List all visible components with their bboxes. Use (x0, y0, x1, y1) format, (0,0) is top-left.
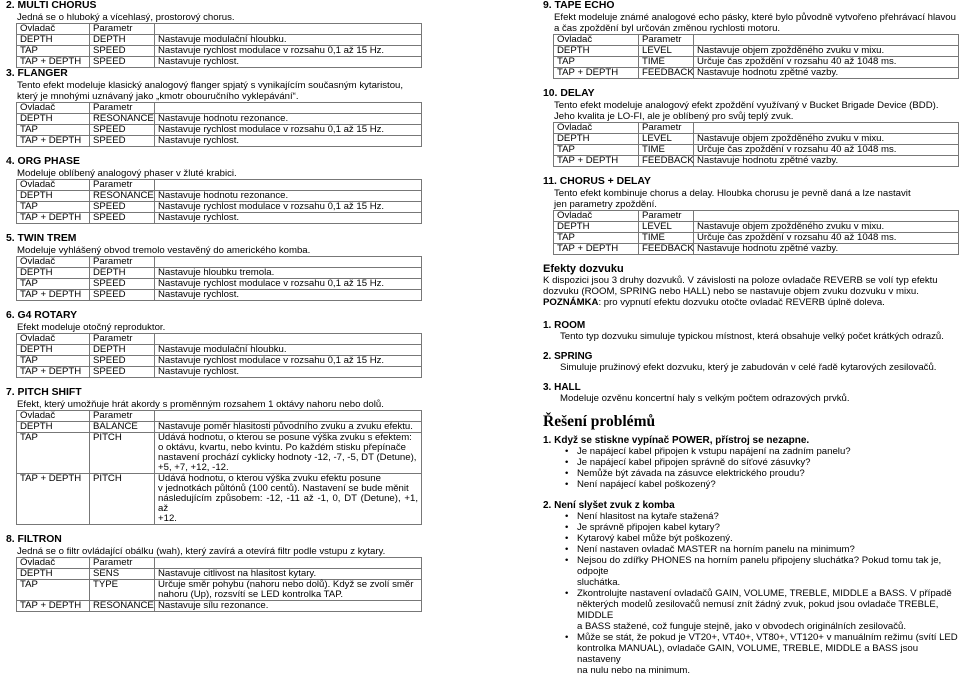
section-description (17, 80, 422, 102)
control-cell: Ovladač (554, 35, 639, 46)
function-cell: Určuje čas zpoždění v rozsahu 40 až 1048 ms. (694, 145, 959, 156)
reverb-type (543, 320, 960, 342)
function-cell: Nastavuje objem zpožděného zvuku v mixu. (694, 46, 959, 57)
function-cell: Nastavuje rychlost. (155, 57, 422, 68)
function-cell (694, 123, 959, 134)
control-cell: TAP (17, 202, 90, 213)
list-item (577, 522, 960, 533)
section-title: 6. G4 ROTARY (6, 310, 78, 321)
table-row (17, 114, 422, 125)
list-item-line: • Je napájecí kabel připojen k vstupu napájení na zadním panelu? (577, 446, 851, 457)
table-row (17, 601, 422, 612)
table-row (17, 125, 422, 136)
parameter-cell: SPEED (90, 202, 155, 213)
problem (543, 500, 960, 676)
section-org-phase (6, 156, 422, 224)
controls-table (553, 34, 959, 79)
controls-table (16, 333, 422, 378)
section-title: 11. CHORUS + DELAY (543, 176, 651, 187)
list-item-line: • Není hlasitost na kytaře stažená? (577, 511, 719, 522)
note-label: POZNÁMKA (543, 297, 599, 308)
parameter-cell: PITCH (90, 433, 155, 474)
problem-checklist (543, 511, 960, 676)
problem (543, 435, 960, 490)
function-cell: Nastavuje rychlost modulace v rozsahu 0,1 až 15 Hz. (155, 202, 422, 213)
table-row (17, 356, 422, 367)
table-row (17, 290, 422, 301)
table-row (554, 244, 959, 255)
list-item (577, 533, 960, 544)
section-g4-rotary (6, 310, 422, 378)
left-column (6, 0, 422, 612)
table-row (17, 367, 422, 378)
reverb-type (543, 351, 960, 373)
parameter-cell: Parametr (90, 558, 155, 569)
list-item-line: sluchátka. (577, 577, 621, 588)
control-cell: DEPTH (17, 35, 90, 46)
list-item (577, 479, 960, 490)
reverb-type-desc: Modeluje ozvěnu koncertní haly s velkým počtem odrazových prvků. (560, 393, 850, 404)
function-cell: Nastavuje rychlost modulace v rozsahu 0,1 až 15 Hz. (155, 279, 422, 290)
table-header-row (554, 211, 959, 222)
function-cell: Nastavuje hloubku tremola. (155, 268, 422, 279)
section-delay (543, 88, 960, 167)
description-line: a čas zpoždění byl určován změnou rychlosti motoru. (554, 23, 781, 34)
paragraph-line: dozvuku (ROOM, SPRING nebo HALL) nebo se nastavuje objem zvuku dozvuku v mixu. (543, 286, 919, 297)
list-item-line: • Kytarový kabel může být poškozený. (577, 533, 733, 544)
section-title: 2. MULTI CHORUS (6, 0, 97, 11)
function-cell: Nastavuje rychlost modulace v rozsahu 0,1 až 15 Hz. (155, 125, 422, 136)
problem-title: 1. Když se stiskne vypínač POWER, přístroj se nezapne. (543, 435, 810, 446)
function-cell: Nastavuje rychlost. (155, 213, 422, 224)
control-cell: DEPTH (17, 114, 90, 125)
control-cell: TAP + DEPTH (17, 474, 90, 525)
list-item-line: některých modelů zesilovačů nemusí znít žádný zvuk, pokud jsou ovladače TREBLE, MIDDLE (577, 599, 939, 621)
parameter-cell: FEEDBACK (639, 156, 694, 167)
section-tape-echo (543, 0, 960, 79)
section-title: 9. TAPE ECHO (543, 0, 615, 11)
section-description (554, 12, 960, 34)
table-row (554, 233, 959, 244)
table-row (554, 68, 959, 79)
control-cell: TAP (17, 46, 90, 57)
section-twin-trem (6, 233, 422, 301)
table-row (554, 145, 959, 156)
parameter-cell: RESONANCE (90, 191, 155, 202)
list-item (577, 446, 960, 457)
control-cell: DEPTH (17, 345, 90, 356)
description-line: Modeluje oblíbený analogový phaser v žluté krabici. (17, 168, 237, 179)
section-filtron (6, 534, 422, 612)
list-item-line: • Není napájecí kabel poškozený? (577, 479, 716, 490)
reverb-note (543, 297, 960, 308)
reverb-type-title: 1. ROOM (543, 320, 586, 331)
control-cell: DEPTH (17, 191, 90, 202)
parameter-cell: RESONANCE (90, 601, 155, 612)
control-cell: TAP (554, 233, 639, 244)
function-cell (155, 103, 422, 114)
description-line: Jedná se o filtr ovládající obálku (wah), který zavírá a otevírá filtr podle vstupu z kytary. (17, 546, 386, 557)
description-line: jen parametry zpoždění. (554, 199, 657, 210)
reverb-type (543, 382, 960, 404)
function-cell: Nastavuje hodnotu rezonance. (155, 114, 422, 125)
section-description (17, 168, 422, 179)
parameter-cell: SPEED (90, 290, 155, 301)
table-header-row (17, 411, 422, 422)
parameter-cell: RESONANCE (90, 114, 155, 125)
control-cell: Ovladač (17, 257, 90, 268)
table-row (17, 191, 422, 202)
table-row (17, 580, 422, 601)
table-row (17, 279, 422, 290)
troubleshooting (543, 413, 960, 676)
parameter-cell: DEPTH (90, 35, 155, 46)
description-line: Tento efekt modeluje analogový efekt zpoždění využívaný v Bucket Brigade Device (BDD). (554, 100, 939, 111)
parameter-cell: Parametr (90, 257, 155, 268)
function-cell (155, 558, 422, 569)
function-cell: Nastavuje sílu rezonance. (155, 601, 422, 612)
list-item-line: • Je správně připojen kabel kytary? (577, 522, 720, 533)
function-cell: Nastavuje rychlost. (155, 136, 422, 147)
parameter-cell: Parametr (639, 211, 694, 222)
controls-table (553, 210, 959, 255)
list-item (577, 588, 960, 632)
control-cell: Ovladač (17, 24, 90, 35)
function-cell: Nastavuje hodnotu zpětné vazby. (694, 244, 959, 255)
function-cell: Nastavuje rychlost. (155, 367, 422, 378)
list-item-line: na nulu nebo na minimum. (577, 665, 691, 676)
control-cell: TAP + DEPTH (17, 601, 90, 612)
parameter-cell: SPEED (90, 125, 155, 136)
reverb-heading: Efekty dozvuku (543, 263, 624, 275)
parameter-cell: SPEED (90, 279, 155, 290)
table-row (554, 46, 959, 57)
parameter-cell: Parametr (90, 24, 155, 35)
table-row (17, 136, 422, 147)
controls-table (16, 557, 422, 612)
section-description (17, 245, 422, 256)
controls-table (16, 179, 422, 224)
parameter-cell: LEVEL (639, 134, 694, 145)
control-cell: TAP (17, 356, 90, 367)
section-title: 3. FLANGER (6, 68, 68, 79)
table-row (17, 433, 422, 474)
control-cell: TAP + DEPTH (17, 136, 90, 147)
section-title: 8. FILTRON (6, 534, 62, 545)
description-line: který je mnohými uznávaný jako „kmotr obouručního vyklepávání“. (17, 91, 299, 102)
control-cell: Ovladač (17, 103, 90, 114)
control-cell: DEPTH (554, 46, 639, 57)
list-item-line: • Je napájecí kabel připojen správně do síťové zásuvky? (577, 457, 811, 468)
parameter-cell: SPEED (90, 367, 155, 378)
function-cell: Nastavuje rychlost modulace v rozsahu 0,1 až 15 Hz. (155, 356, 422, 367)
parameter-cell: LEVEL (639, 222, 694, 233)
reverb-type-title: 2. SPRING (543, 351, 593, 362)
function-cell (155, 334, 422, 345)
section-chorus-delay (543, 176, 960, 255)
section-multi-chorus (6, 0, 422, 68)
parameter-cell: SPEED (90, 356, 155, 367)
table-row (17, 422, 422, 433)
section-description (17, 12, 422, 23)
table-header-row (17, 334, 422, 345)
table-header-row (17, 24, 422, 35)
list-item-line: • Nejsou do zdířky PHONES na horním panelu připojeny sluchátka? Pokud tomu tak je, odpojte (577, 555, 942, 577)
section-description (17, 399, 422, 410)
function-cell: Udává hodnotu, o kterou výška zvuku efektu posune v jednotkách půltónů (100 centů). Nastavení se bude měnit následujícím způsobem: -12, -11 až -1, 0, DT (Detune), +1, až +12. (155, 474, 422, 525)
function-cell: Nastavuje objem zpožděného zvuku v mixu. (694, 222, 959, 233)
section-description (554, 188, 960, 210)
parameter-cell: TYPE (90, 580, 155, 601)
description-line: Efekt, který umožňuje hrát akordy s proměnným rozsahem 1 oktávy nahoru nebo dolů. (17, 399, 384, 410)
function-cell (155, 411, 422, 422)
list-item-line: • Není nastaven ovladač MASTER na horním panelu na minimum? (577, 544, 855, 555)
function-cell: Nastavuje hodnotu zpětné vazby. (694, 156, 959, 167)
note-text: : pro vypnutí efektu dozvuku otočte ovladač REVERB úplně doleva. (598, 297, 885, 308)
table-row (554, 57, 959, 68)
table-header-row (17, 558, 422, 569)
control-cell: Ovladač (17, 558, 90, 569)
list-item-line: kontrolka MANUAL), ovladače GAIN, VOLUME, TREBLE, MIDDLE a BASS jsou nastaveny (577, 643, 919, 665)
parameter-cell: PITCH (90, 474, 155, 525)
list-item (577, 632, 960, 676)
table-row (554, 222, 959, 233)
control-cell: Ovladač (554, 123, 639, 134)
control-cell: TAP (17, 433, 90, 474)
control-cell: TAP + DEPTH (554, 156, 639, 167)
problem-checklist (543, 446, 960, 490)
function-cell: Nastavuje rychlost. (155, 290, 422, 301)
parameter-cell: TIME (639, 233, 694, 244)
function-cell: Nastavuje hodnotu rezonance. (155, 191, 422, 202)
control-cell: TAP (17, 125, 90, 136)
control-cell: Ovladač (554, 211, 639, 222)
control-cell: DEPTH (17, 422, 90, 433)
table-row (17, 345, 422, 356)
table-row (17, 213, 422, 224)
control-cell: DEPTH (17, 268, 90, 279)
function-cell: Určuje směr pohybu (nahoru nebo dolů). Když se zvolí směr nahoru (Up), rozsvítí se LED kontrolka TAP. (155, 580, 422, 601)
function-cell: Nastavuje poměr hlasitosti původního zvuku a zvuku efektu. (155, 422, 422, 433)
parameter-cell: FEEDBACK (639, 244, 694, 255)
list-item-line: a BASS stažené, což funguje stejně, jako v obvodech originálních zesilovačů. (577, 621, 907, 632)
table-row (554, 134, 959, 145)
control-cell: TAP (554, 145, 639, 156)
paragraph-line: K dispozici jsou 3 druhy dozvuků. V závislosti na poloze ovladače REVERB se volí typ efektu (543, 275, 938, 286)
function-cell (155, 180, 422, 191)
list-item (577, 511, 960, 522)
section-description (17, 546, 422, 557)
section-title: 7. PITCH SHIFT (6, 387, 82, 398)
controls-table (553, 122, 959, 167)
parameter-cell: Parametr (639, 123, 694, 134)
control-cell: Ovladač (17, 334, 90, 345)
parameter-cell: BALANCE (90, 422, 155, 433)
function-cell (694, 35, 959, 46)
section-description (17, 322, 422, 333)
list-item (577, 555, 960, 588)
controls-table (16, 23, 422, 68)
reverb-effects (543, 264, 960, 404)
control-cell: Ovladač (17, 411, 90, 422)
control-cell: TAP (17, 580, 90, 601)
parameter-cell: TIME (639, 145, 694, 156)
parameter-cell: Parametr (90, 103, 155, 114)
parameter-cell: TIME (639, 57, 694, 68)
right-column (543, 0, 960, 676)
table-row (17, 474, 422, 525)
function-cell: Nastavuje modulační hloubku. (155, 345, 422, 356)
section-title: 4. ORG PHASE (6, 156, 80, 167)
function-cell (694, 211, 959, 222)
table-row (554, 156, 959, 167)
function-cell: Nastavuje objem zpožděného zvuku v mixu. (694, 134, 959, 145)
reverb-type-desc: Simuluje pružinový efekt dozvuku, který je zabudován v celé řadě kytarových zesilovačů. (560, 362, 937, 373)
table-header-row (17, 257, 422, 268)
section-title: 10. DELAY (543, 88, 595, 99)
function-cell (155, 257, 422, 268)
description-line: Tento efekt kombinuje chorus a delay. Hloubka chorusu je pevně daná a lze nastavit (554, 188, 911, 199)
description-line: Jeho kvalita je LO-FI, ale je oblíbený pro svůj teplý zvuk. (554, 111, 794, 122)
table-row (17, 57, 422, 68)
reverb-type-title: 3. HALL (543, 382, 581, 393)
description-line: Modeluje vyhlášený obvod tremolo vestavěný do amerického komba. (17, 245, 311, 256)
control-cell: TAP + DEPTH (17, 367, 90, 378)
control-cell: TAP (554, 57, 639, 68)
control-cell: TAP + DEPTH (17, 213, 90, 224)
reverb-paragraph (543, 275, 960, 308)
description-line: Jedná se o hluboký a vícehlasý, prostorový chorus. (17, 12, 235, 23)
parameter-cell: DEPTH (90, 268, 155, 279)
list-item (577, 457, 960, 468)
control-cell: TAP (17, 279, 90, 290)
problem-title: 2. Není slyšet zvuk z komba (543, 500, 675, 511)
controls-table (16, 410, 422, 525)
parameter-cell: SPEED (90, 136, 155, 147)
controls-table (16, 256, 422, 301)
list-item-line: • Zkontrolujte nastavení ovladačů GAIN, VOLUME, TREBLE, MIDDLE a BASS. V případě (577, 588, 952, 599)
parameter-cell: Parametr (90, 411, 155, 422)
parameter-cell: Parametr (639, 35, 694, 46)
parameter-cell: SPEED (90, 213, 155, 224)
table-row (17, 569, 422, 580)
function-cell: Nastavuje citlivost na hlasitost kytary. (155, 569, 422, 580)
section-pitch-shift (6, 387, 422, 525)
control-cell: TAP + DEPTH (17, 290, 90, 301)
description-line: Tento efekt modeluje klasický analogový flanger spjatý s vynikajícím současným kytaristou, (17, 80, 404, 91)
list-item (577, 468, 960, 479)
control-cell: DEPTH (17, 569, 90, 580)
list-item-line: • Může se stát, že pokud je VT20+, VT40+, VT80+, VT120+ v manuálním režimu (svítí LED (577, 632, 958, 643)
function-cell: Nastavuje modulační hloubku. (155, 35, 422, 46)
function-cell (155, 24, 422, 35)
description-line: Efekt modeluje otočný reproduktor. (17, 322, 166, 333)
control-cell: DEPTH (554, 222, 639, 233)
table-header-row (17, 180, 422, 191)
parameter-cell: SPEED (90, 46, 155, 57)
parameter-cell: DEPTH (90, 345, 155, 356)
troubleshooting-heading: Řešení problémů (543, 413, 656, 430)
function-cell: Udává hodnotu, o kterou se posune výška zvuku s efektem: o oktávu, kvartu, nebo kvintu. Po každém stisku přepínače nastavení prochází cyklicky hodnoty -12, -7, -5, DT (Detune), +5, +7, +12, -12. (155, 433, 422, 474)
parameter-cell: FEEDBACK (639, 68, 694, 79)
table-row (17, 268, 422, 279)
table-row (17, 46, 422, 57)
section-flanger (6, 68, 422, 147)
function-cell: Určuje čas zpoždění v rozsahu 40 až 1048 ms. (694, 233, 959, 244)
control-cell: TAP + DEPTH (554, 68, 639, 79)
control-cell: DEPTH (554, 134, 639, 145)
table-header-row (554, 123, 959, 134)
parameter-cell: LEVEL (639, 46, 694, 57)
parameter-cell: Parametr (90, 334, 155, 345)
function-cell: Nastavuje rychlost modulace v rozsahu 0,1 až 15 Hz. (155, 46, 422, 57)
function-cell: Určuje čas zpoždění v rozsahu 40 až 1048 ms. (694, 57, 959, 68)
control-cell: Ovladač (17, 180, 90, 191)
reverb-type-desc: Tento typ dozvuku simuluje typickou místnost, která obsahuje velký počet krátkých odrazů. (560, 331, 944, 342)
list-item-line: • Nemůže být závada na zásuvce elektrického proudu? (577, 468, 805, 479)
control-cell: TAP + DEPTH (17, 57, 90, 68)
parameter-cell: SPEED (90, 57, 155, 68)
section-title: 5. TWIN TREM (6, 233, 77, 244)
parameter-cell: Parametr (90, 180, 155, 191)
table-header-row (554, 35, 959, 46)
list-item (577, 544, 960, 555)
parameter-cell: SENS (90, 569, 155, 580)
table-row (17, 35, 422, 46)
controls-table (16, 102, 422, 147)
description-line: Efekt modeluje známé analogové echo pásky, které bylo původně vytvořeno přehrávací hlavou (554, 12, 956, 23)
table-header-row (17, 103, 422, 114)
control-cell: TAP + DEPTH (554, 244, 639, 255)
table-row (17, 202, 422, 213)
section-description (554, 100, 960, 122)
function-cell: Nastavuje hodnotu zpětné vazby. (694, 68, 959, 79)
